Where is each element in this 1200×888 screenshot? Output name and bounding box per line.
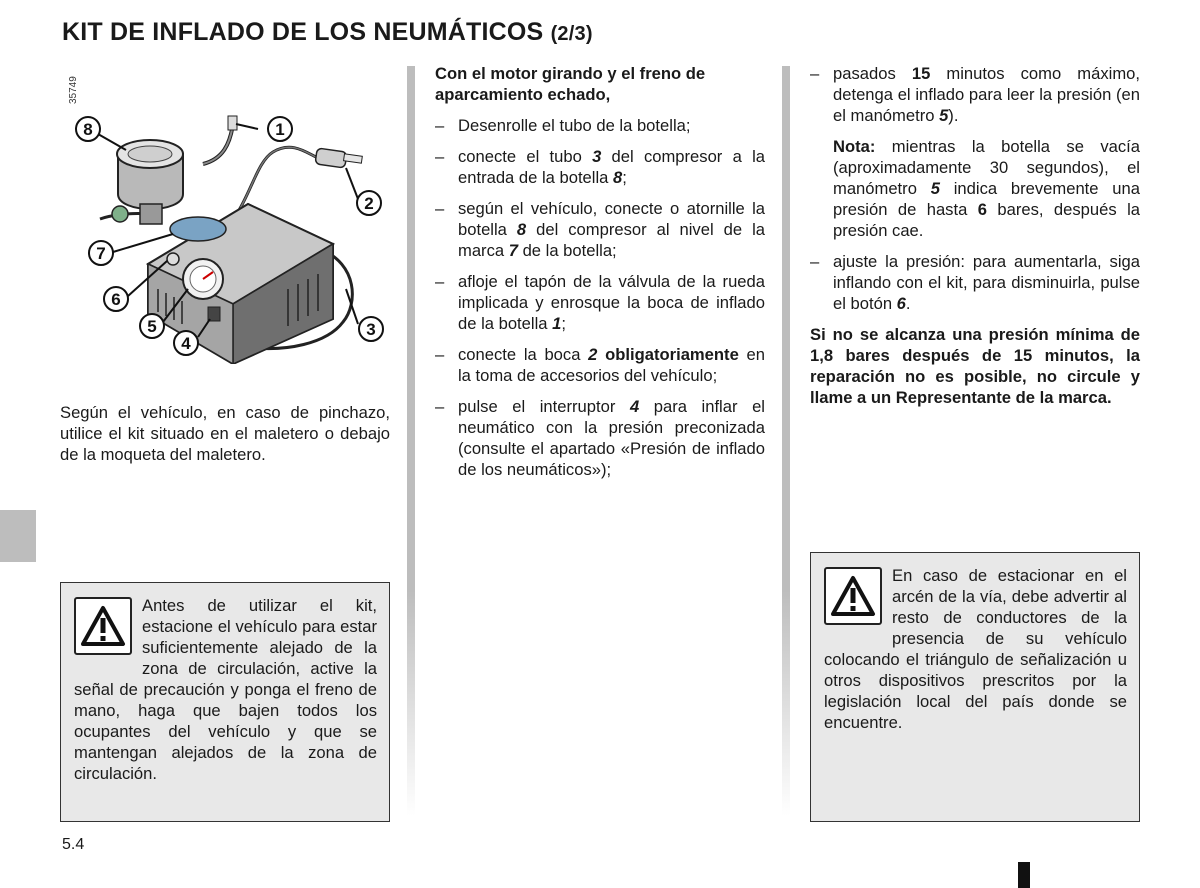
instruction-step-part: del compresor a la entrada de la botella <box>458 147 765 187</box>
instruction-steps <box>435 115 765 480</box>
instruction-step-part: según el vehículo, conecte o atornille la botella <box>458 199 765 239</box>
warning-left-text: Antes de utilizar el kit, estacione el vehículo para estar suficientemente alejado de la zona de circulación, active la señal de precaución y ponga el freno de mano, haga que bajen todos los ocupantes del vehículo y que se mantengan alejados de la zona de circulación. <box>74 596 377 783</box>
list-dash: – <box>435 397 445 416</box>
callout-3: 3 <box>366 320 376 339</box>
instruction-step-part: ajuste la presión: para aumentarla, siga inflando con el kit, para disminuirla, pulse el botón <box>833 252 1140 313</box>
list-dash: – <box>435 272 445 291</box>
instruction-step-part: 6 <box>896 294 906 313</box>
note-part: bares, después la presión cae. <box>833 200 1140 240</box>
instruction-step <box>435 146 765 188</box>
instruction-step-part: pasados <box>833 64 912 83</box>
instruction-step-part: 8 <box>516 220 527 239</box>
intro-paragraph: Según el vehículo, en caso de pinchazo, utilice el kit situado en el maletero o debajo de la moqueta del maletero. <box>60 403 390 464</box>
note-part: indica brevemente una presión de hasta <box>833 179 1140 219</box>
callout-6: 6 <box>111 290 121 309</box>
inflation-kit-illustration <box>58 64 398 364</box>
instruction-step-part: 3 <box>592 147 602 166</box>
page-title-part: (2/3) <box>550 23 593 45</box>
list-dash: – <box>810 252 820 271</box>
instruction-step <box>435 396 765 480</box>
instruction-step-part: 4 <box>629 397 640 416</box>
instruction-step-part: conecte la boca <box>458 345 589 364</box>
page-title-main: KIT DE INFLADO DE LOS NEUMÁTICOS <box>62 18 544 46</box>
instruction-step-part: para inflar el neumático con la presión preconizada (consulte el apartado «Presión de inflado de los neumáticos»); <box>458 397 765 479</box>
callout-4: 4 <box>181 334 191 353</box>
page-title <box>62 18 593 47</box>
note-label: Nota: <box>833 137 876 156</box>
callout-7: 7 <box>96 244 106 263</box>
instruction-step <box>435 271 765 334</box>
instruction-step-part <box>597 345 605 364</box>
instruction-step-part: 8 <box>613 168 623 187</box>
callout-8: 8 <box>83 120 93 139</box>
instruction-step-part: 15 <box>911 64 931 83</box>
instruction-step-part: pulse el interruptor <box>458 397 630 416</box>
instructions-column-continued <box>810 63 1140 418</box>
figure-code: 35749 <box>68 76 79 104</box>
instruction-step-part: de la botella; <box>517 241 617 260</box>
list-dash: – <box>435 147 445 166</box>
callout-1: 1 <box>275 120 285 139</box>
bold-warning: Si no se alcanza una presión mínima de 1,8 bares después de 15 minutos, la reparación no es posible, no circule y llame a un Representante de la marca. <box>810 325 1140 407</box>
instruction-step-part: 5 <box>939 106 949 125</box>
note-part: 6 <box>977 200 987 219</box>
instruction-step <box>435 115 765 136</box>
instruction-step <box>810 251 1140 314</box>
instruction-step-part: afloje el tapón de la válvula de la rueda implicada y enrosque la boca de inflado de la botella <box>458 272 765 333</box>
warning-box-left <box>60 582 390 822</box>
list-dash: – <box>810 64 820 83</box>
note-part: 5 <box>930 179 940 198</box>
column-lead: Con el motor girando y el freno de aparcamiento echado, <box>435 64 706 104</box>
instruction-step <box>435 198 765 261</box>
instruction-step-part: minutos como máximo, detenga el inflado para leer la presión (en el manómetro <box>833 64 1140 125</box>
column-divider-left <box>407 66 415 816</box>
warning-box-right <box>810 552 1140 822</box>
instruction-step-part: en la toma de accesorios del vehículo; <box>458 345 765 385</box>
instruction-step-part: conecte el tubo <box>458 147 593 166</box>
column-divider-right <box>782 66 790 816</box>
instruction-step-part: 7 <box>508 241 518 260</box>
page-edge-mark <box>1018 862 1030 888</box>
list-dash: – <box>435 199 445 218</box>
warning-right-text: En caso de estacionar en el arcén de la vía, debe advertir al resto de conductores de la presencia de su vehículo colocando el triángulo de señalización u otros dispositivos prescritos por la legislación local del país donde se encuentre. <box>824 566 1127 732</box>
note-paragraph <box>810 136 1140 241</box>
instruction-step-part: 2 <box>588 345 598 364</box>
instruction-step-part: 1 <box>552 314 562 333</box>
instruction-step <box>435 344 765 386</box>
warning-triangle-icon <box>824 567 882 625</box>
instruction-step-part: ). <box>948 106 959 125</box>
instruction-step-part: ; <box>622 168 627 187</box>
page-number: 5.4 <box>62 836 85 853</box>
instruction-steps-b <box>810 251 1140 314</box>
callout-5: 5 <box>147 317 157 336</box>
instruction-step-part: obligatoriamente <box>605 345 739 364</box>
instructions-column <box>435 63 765 490</box>
list-dash: – <box>435 345 445 364</box>
instruction-steps-a <box>810 63 1140 126</box>
section-tab <box>0 510 36 562</box>
callout-2: 2 <box>364 194 374 213</box>
instruction-step-part: . <box>905 294 911 313</box>
instruction-step-part: Desenrolle el tubo de la botella; <box>458 116 691 135</box>
list-dash: – <box>435 116 445 135</box>
note-part: mientras la botella se vacía (aproximadamente 30 segundos), el manómetro <box>833 137 1140 198</box>
instruction-step-part: del compresor al nivel de la marca <box>458 220 765 260</box>
instruction-step-part: ; <box>561 314 566 333</box>
instruction-step <box>810 63 1140 126</box>
warning-triangle-icon <box>74 597 132 655</box>
